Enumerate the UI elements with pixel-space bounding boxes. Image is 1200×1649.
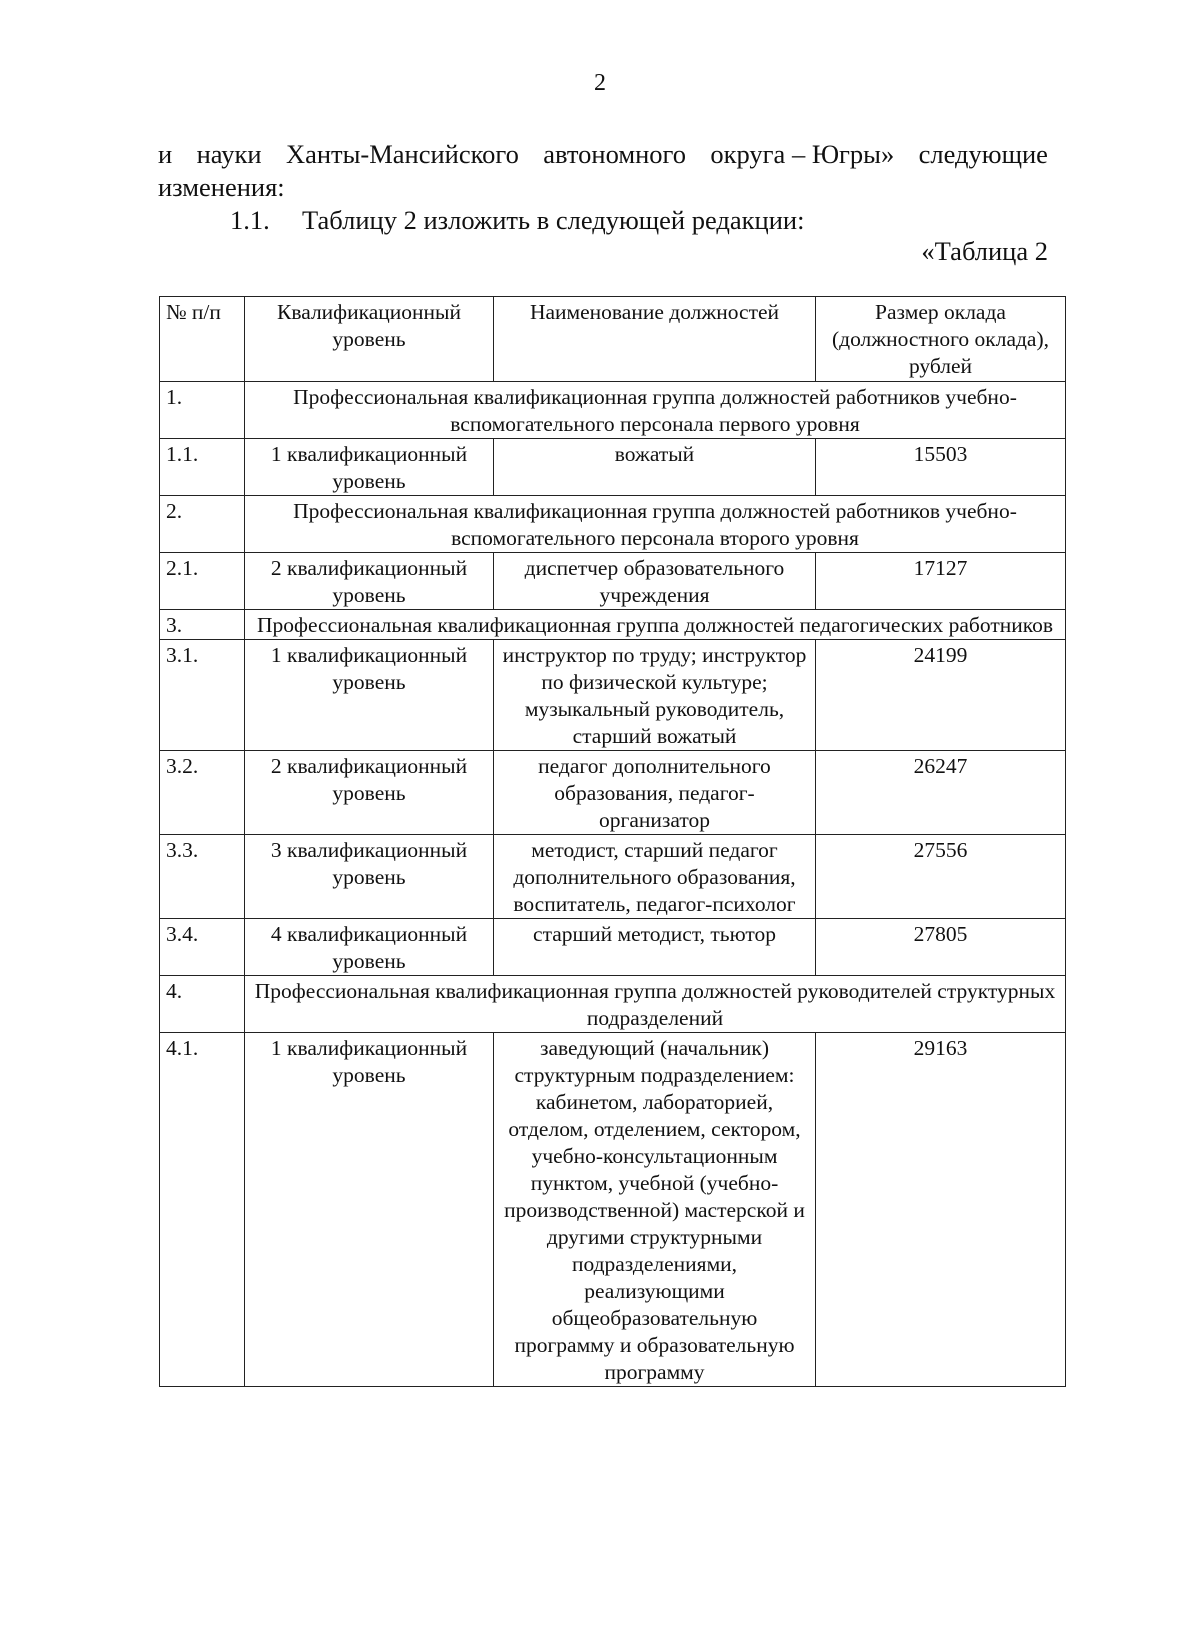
qualification-level: 3 квалификационный уровень	[245, 835, 494, 919]
qualification-level: 1 квалификационный уровень	[245, 640, 494, 751]
group-row	[160, 610, 1066, 640]
qualification-level: 1 квалификационный уровень	[245, 1033, 494, 1387]
group-row	[160, 496, 1066, 553]
intro-line-3	[158, 204, 1048, 237]
intro-word: Ханты-Мансийского	[285, 139, 519, 169]
qualification-level: 1 квалификационный уровень	[245, 439, 494, 496]
table-body	[160, 382, 1066, 1387]
salary-table	[159, 296, 1066, 1387]
salary-value: 27805	[816, 919, 1066, 976]
salary-value: 29163	[816, 1033, 1066, 1387]
qualification-level: 2 квалификационный уровень	[245, 553, 494, 610]
row-number: 2.1.	[160, 553, 245, 610]
group-number: 2.	[160, 496, 245, 553]
row-number: 1.1.	[160, 439, 245, 496]
intro-word: следующие	[918, 139, 1048, 169]
item-text: Таблицу 2 изложить в следующей редакции:	[302, 205, 805, 235]
intro-line-2: изменения:	[158, 172, 285, 202]
group-title: Профессиональная квалификационная группа должностей работников учебно-вспомогательного персонала первого уровня	[245, 382, 1066, 439]
position-names: диспетчер образовательного учреждения	[494, 553, 816, 610]
qualification-level: 4 квалификационный уровень	[245, 919, 494, 976]
table-row	[160, 640, 1066, 751]
row-number: 3.4.	[160, 919, 245, 976]
group-number: 4.	[160, 976, 245, 1033]
table-header-row	[160, 297, 1066, 382]
salary-value: 17127	[816, 553, 1066, 610]
salary-value: 24199	[816, 640, 1066, 751]
header-positions: Наименование должностей	[494, 297, 816, 382]
table-caption: «Таблица 2	[921, 236, 1048, 266]
header-num: № п/п	[160, 297, 245, 382]
group-title: Профессиональная квалификационная группа должностей работников учебно-вспомогательного персонала второго уровня	[245, 496, 1066, 553]
group-number: 1.	[160, 382, 245, 439]
qualification-level: 2 квалификационный уровень	[245, 751, 494, 835]
table-row	[160, 439, 1066, 496]
intro-word: автономного	[543, 139, 686, 169]
salary-value: 15503	[816, 439, 1066, 496]
group-number: 3.	[160, 610, 245, 640]
intro-word: округа – Югры»	[710, 139, 895, 169]
page-number: 2	[594, 70, 606, 96]
header-salary: Размер оклада (должностного оклада), рублей	[816, 297, 1066, 382]
header-level: Квалификационный уровень	[245, 297, 494, 382]
group-title: Профессиональная квалификационная группа должностей педагогических работников	[245, 610, 1066, 640]
position-names: старший методист, тьютор	[494, 919, 816, 976]
table-row	[160, 835, 1066, 919]
row-number: 3.1.	[160, 640, 245, 751]
group-row	[160, 976, 1066, 1033]
table-row	[160, 1033, 1066, 1387]
table-row	[160, 919, 1066, 976]
table-row	[160, 751, 1066, 835]
intro-word: и	[158, 139, 173, 169]
row-number: 4.1.	[160, 1033, 245, 1387]
position-names: педагог дополнительного образования, педагог-организатор	[494, 751, 816, 835]
position-names: вожатый	[494, 439, 816, 496]
row-number: 3.2.	[160, 751, 245, 835]
position-names: инструктор по труду; инструктор по физической культуре; музыкальный руководитель, старший вожатый	[494, 640, 816, 751]
salary-value: 26247	[816, 751, 1066, 835]
intro-paragraph	[158, 138, 1048, 237]
intro-word: науки	[196, 139, 262, 169]
position-names: методист, старший педагог дополнительного образования, воспитатель, педагог-психолог	[494, 835, 816, 919]
table-row	[160, 553, 1066, 610]
salary-value: 27556	[816, 835, 1066, 919]
position-names: заведующий (начальник) структурным подразделением: кабинетом, лабораторией, отделом, отделением, сектором, учебно-консультационным пунктом, учебной (учебно-производственной) мастерской и другими структурными подразделениями, реализующими общеобразовательную программу и образовательную программу	[494, 1033, 816, 1387]
item-number: 1.1.	[230, 205, 270, 235]
group-title: Профессиональная квалификационная группа должностей руководителей структурных подразделений	[245, 976, 1066, 1033]
group-row	[160, 382, 1066, 439]
row-number: 3.3.	[160, 835, 245, 919]
intro-line-1	[158, 138, 1048, 171]
